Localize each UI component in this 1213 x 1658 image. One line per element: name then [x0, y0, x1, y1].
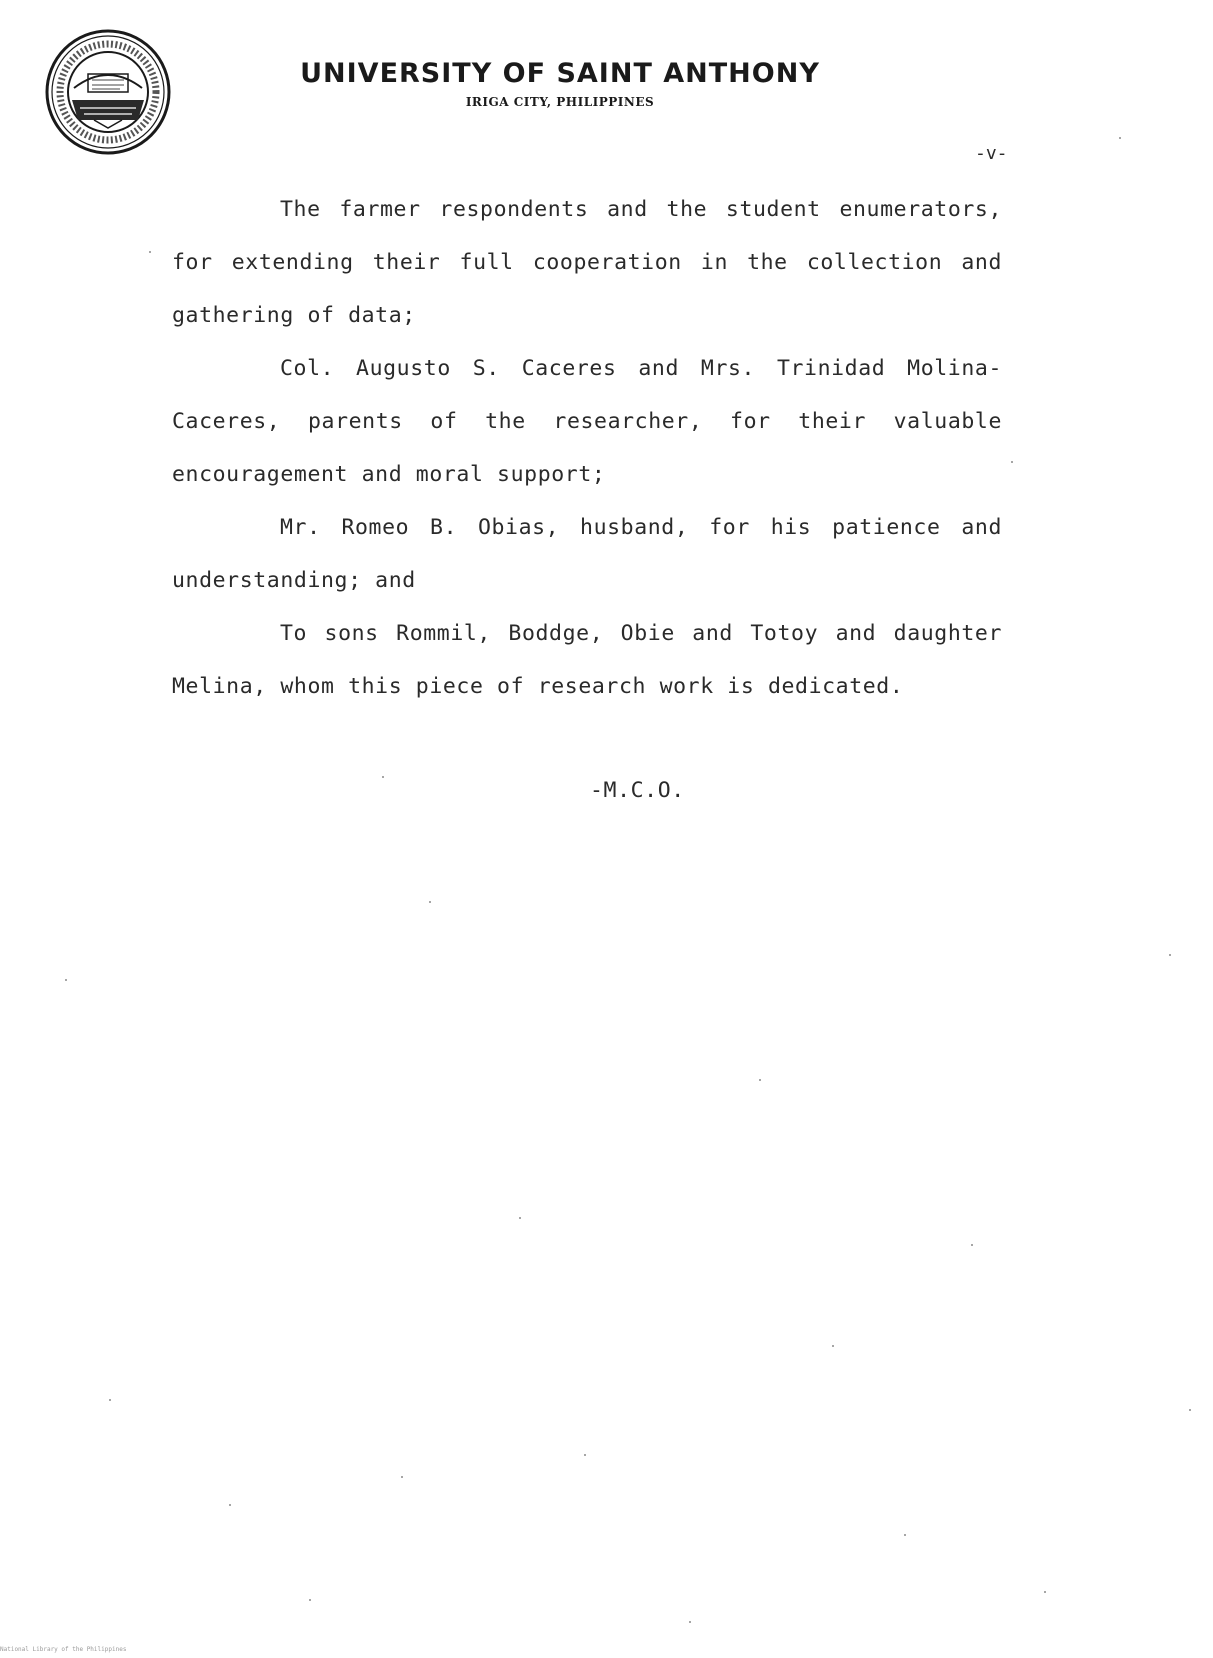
paragraph-children: To sons Rommil, Boddge, Obie and Totoy and daughter Melina, whom this piece of research work is dedicated. [172, 621, 1002, 699]
footer-archive-note: National Library of the Philippines [0, 1646, 127, 1653]
university-name: UNIVERSITY OF SAINT ANTHONY [300, 58, 820, 89]
page-number: -v- [975, 143, 1008, 164]
paragraph-parents: Col. Augusto S. Caceres and Mrs. Trinidad Molina-Caceres, parents of the researcher, for their valuable encouragement and moral support; [172, 356, 1002, 487]
author-initials: -M.C.O. [590, 778, 685, 803]
paragraph-respondents: The farmer respondents and the student enumerators, for extending their full cooperation in the collection and gathering of data; [172, 197, 1002, 328]
acknowledgment-body [172, 183, 1002, 713]
university-seal-logo [44, 28, 172, 156]
paragraph-husband: Mr. Romeo B. Obias, husband, for his patience and understanding; and [172, 515, 1002, 593]
university-location: IRIGA CITY, PHILIPPINES [465, 95, 655, 109]
